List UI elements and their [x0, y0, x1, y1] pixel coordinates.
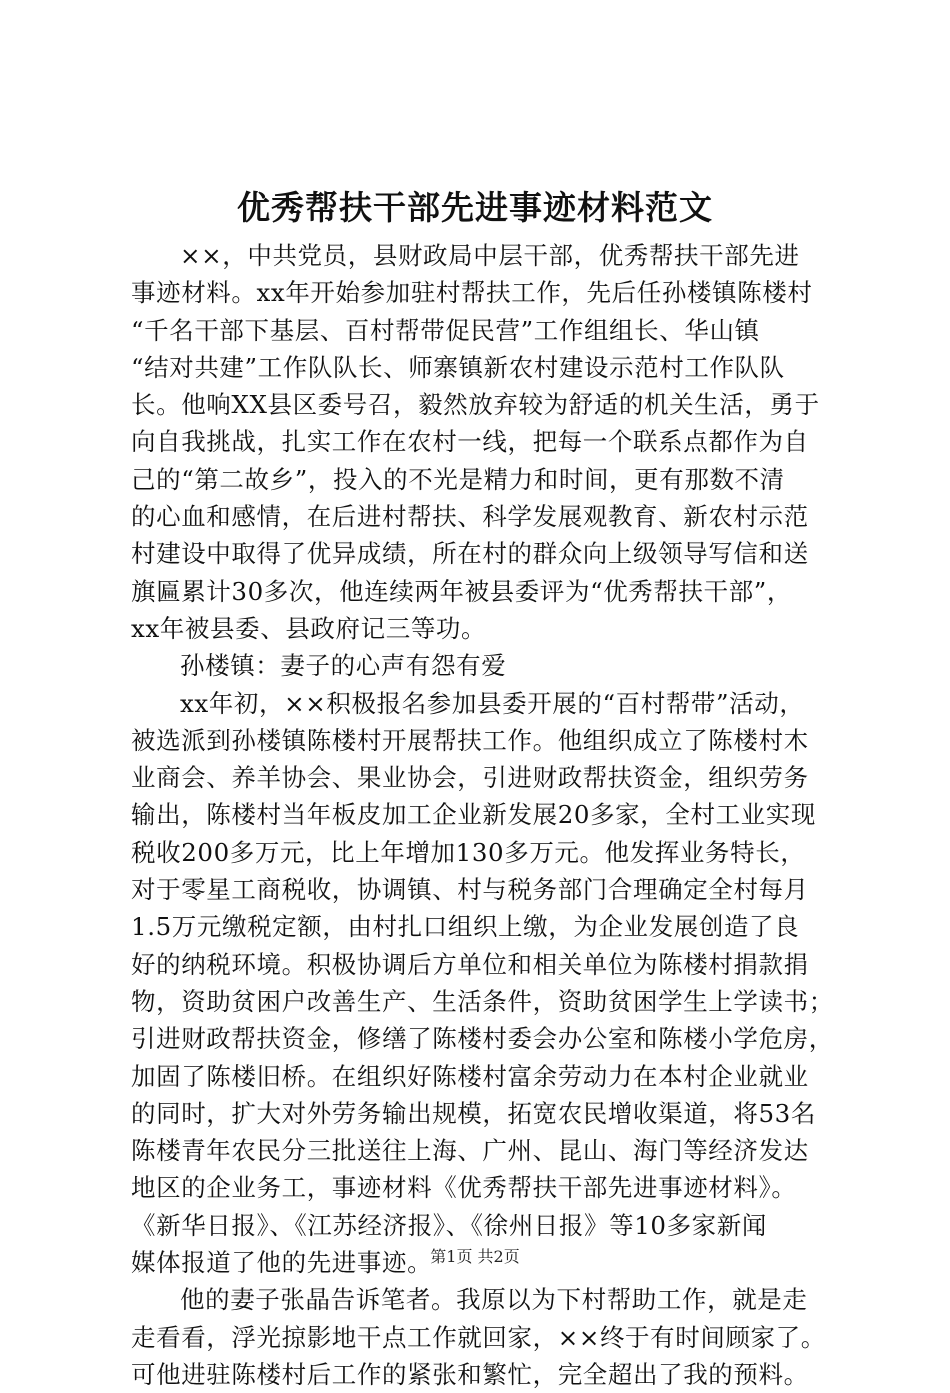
text-line: 陈楼青年农民分三批送往上海、广州、昆山、海门等经济发达 [131, 1136, 809, 1166]
text-line: 可他进驻陈楼村后工作的紧张和繁忙，完全超出了我的预料。 [131, 1359, 809, 1389]
text-line: xx年被县委、县政府记三等功。 [131, 613, 487, 643]
text-line: 税收200多万元，比上年增加130多万元。他发挥业务特长， [131, 837, 806, 867]
text-line: ××，中共党员，县财政局中层干部，优秀帮扶干部先进 [180, 241, 800, 270]
text-line: 被选派到孙楼镇陈楼村开展帮扶工作。他组织成立了陈楼村木 [131, 725, 809, 755]
text-line: 他的妻子张晶告诉笔者。我原以为下村帮助工作，就是走 [180, 1285, 808, 1315]
text-line: 村建设中取得了优异成绩，所在村的群众向上级领导写信和送 [131, 539, 809, 569]
text-line: “千名干部下基层、百村帮带促民营”工作组组长、华山镇 [131, 315, 760, 345]
text-line: 的同时，扩大对外劳务输出规模，拓宽农民增收渠道，将53名 [131, 1098, 816, 1128]
text-line: 《新华日报》、《江苏经济报》、《徐州日报》等10多家新闻 [131, 1210, 767, 1240]
text-line: xx年初，××积极报名参加县委开展的“百村帮带”活动， [180, 688, 805, 718]
text-line: 向自我挑战，扎实工作在农村一线，把每一个联系点都作为自 [131, 427, 809, 457]
text-line: 对于零星工商税收，协调镇、村与税务部门合理确定全村每月 [131, 875, 809, 905]
text-line: 加固了陈楼旧桥。在组织好陈楼村富余劳动力在本村企业就业 [131, 1061, 809, 1091]
text-line: 的心血和感情，在后进村帮扶、科学发展观教育、新农村示范 [131, 502, 809, 532]
text-line: 物，资助贫困户改善生产、生活条件，资助贫困学生上学读书； [131, 986, 834, 1016]
document-body [131, 237, 834, 1393]
document-title: 优秀帮扶干部先进事迹材料范文 [237, 188, 713, 227]
text-line: 事迹材料。xx年开始参加驻村帮扶工作，先后任孙楼镇陈楼村 [131, 278, 813, 308]
text-line: 媒体报道了他的先进事迹。 [131, 1248, 433, 1278]
page-footer: 第1页 共2页 [430, 1247, 520, 1266]
text-line: 地区的企业务工，事迹材料《优秀帮扶干部先进事迹材料》。 [131, 1173, 797, 1203]
text-line: 走看看，浮光掠影地干点工作就回家，××终于有时间顾家了。 [131, 1322, 826, 1352]
text-line: 长。他响XX县区委号召，毅然放弃较为舒适的机关生活，勇于 [131, 390, 820, 420]
section-heading: 孙楼镇：妻子的心声有怨有爱 [180, 651, 507, 681]
text-line: 1.5万元缴税定额，由村扎口组织上缴，为企业发展创造了良 [131, 912, 800, 942]
text-line: “结对共建”工作队队长、师寨镇新农村建设示范村工作队队 [131, 352, 785, 382]
text-line: 引进财政帮扶资金，修缮了陈楼村委会办公室和陈楼小学危房， [131, 1024, 834, 1054]
text-line: 己的“第二故乡”，投入的不光是精力和时间，更有那数不清 [131, 464, 785, 494]
text-line: 输出，陈楼村当年板皮加工企业新发展20多家，全村工业实现 [131, 800, 816, 830]
text-line: 业商会、养羊协会、果业协会，引进财政帮扶资金，组织劳务 [131, 763, 809, 793]
text-line: 好的纳税环境。积极协调后方单位和相关单位为陈楼村捐款捐 [131, 949, 809, 979]
text-line: 旗匾累计30多次，他连续两年被县委评为“优秀帮扶干部”， [131, 576, 793, 606]
